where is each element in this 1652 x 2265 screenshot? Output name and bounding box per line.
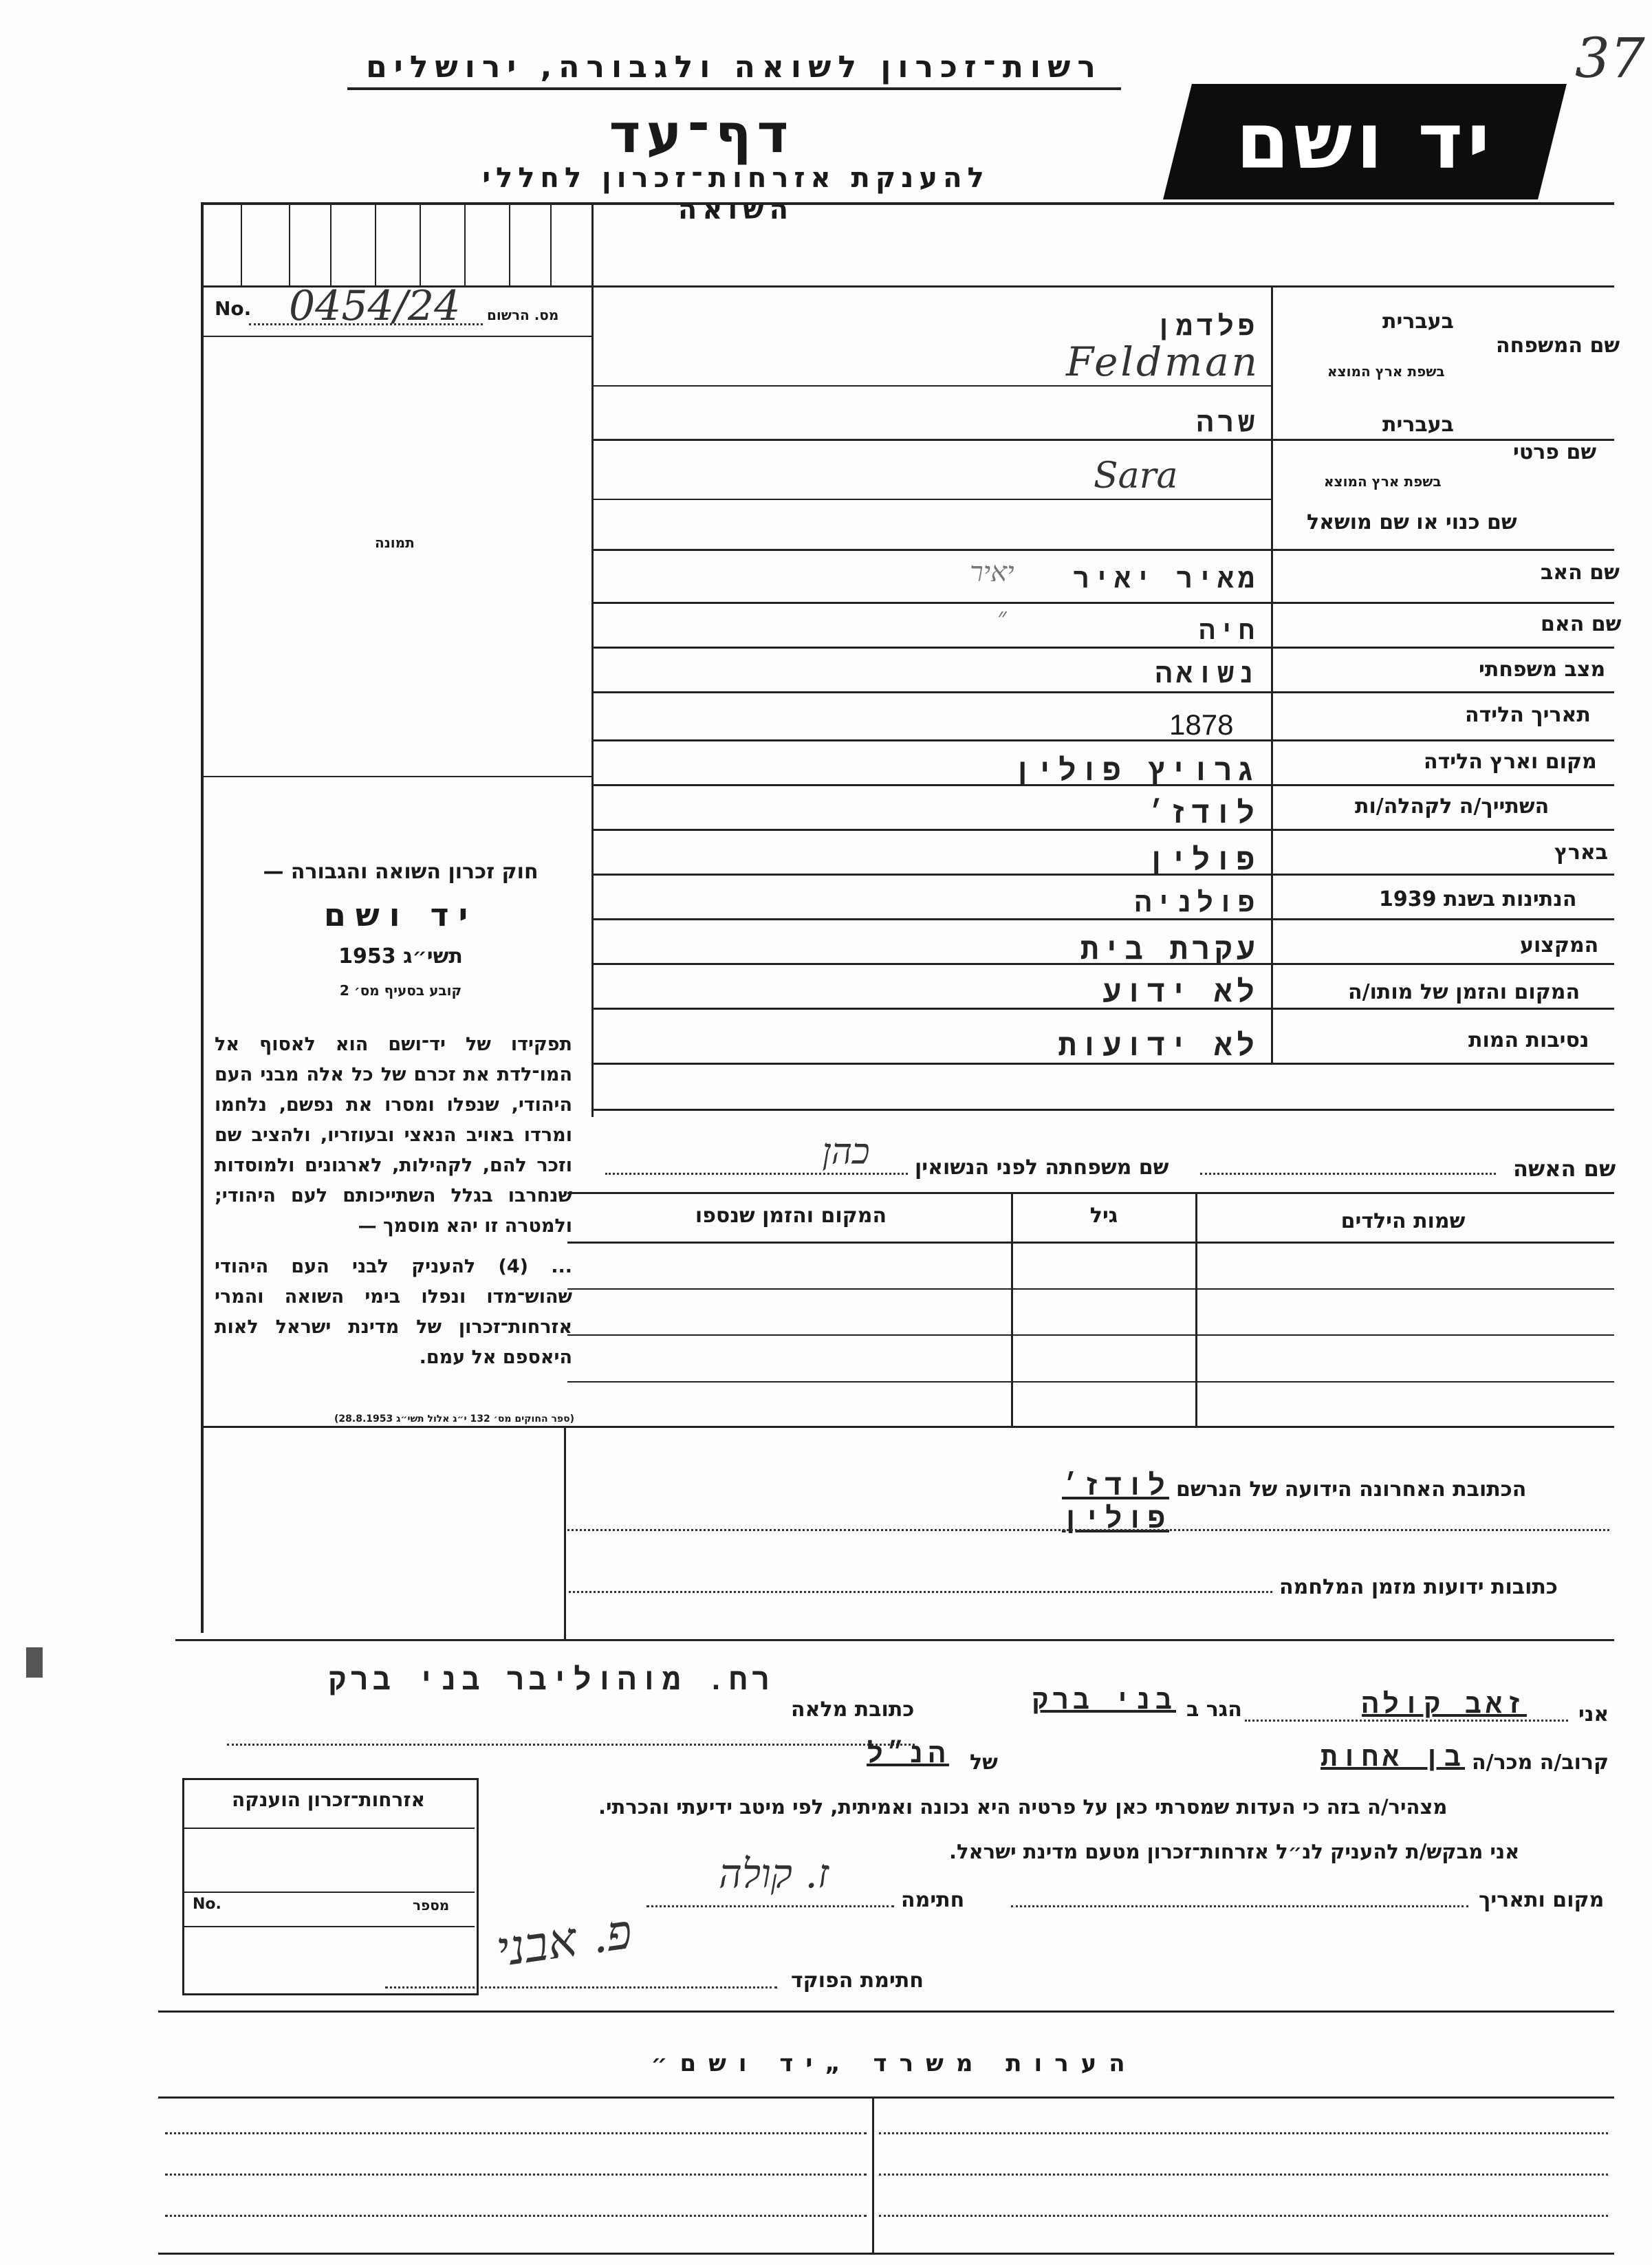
reg-box-divider [420, 202, 421, 285]
witness-relative-label: קרוב/ה מכר/ה [1472, 1751, 1609, 1775]
birthplace-value: גרויץ פולין [1013, 755, 1259, 790]
witness-full-address-label: כתובת מלאה [791, 1698, 915, 1722]
children-table-bottom [201, 1426, 1614, 1428]
row-rule [591, 602, 1614, 604]
scan-hole-mark [26, 1647, 43, 1678]
maiden-dotted-line [605, 1173, 908, 1175]
notes-top [158, 2011, 1614, 2013]
children-table-top [567, 1192, 1614, 1194]
mother-annotation: ״ [997, 603, 1007, 631]
father-annotation: יאיר [970, 556, 1014, 588]
children-col-place: המקום והזמן שנספו [695, 1204, 887, 1228]
frame-top [201, 202, 1614, 205]
first-name-origin-value: Sara [1094, 455, 1178, 497]
grant-no-label: No. [193, 1896, 221, 1913]
grant-box-title: אזרחות־זכרון הוענקה [232, 1788, 425, 1811]
father-label: שם האב [1541, 561, 1620, 585]
form-title: דף־עד [609, 103, 794, 165]
grant-box-rule [184, 1892, 475, 1893]
signature-label: חתימה [901, 1888, 965, 1912]
witness-full-address-value: רח. מוהוליבר בני ברק [327, 1665, 774, 1699]
registration-label: מס. הרשום [487, 307, 559, 323]
row-rule [591, 439, 1614, 441]
family-hebrew-label: בעברית [1382, 310, 1454, 334]
law-name: יד ושם [323, 896, 478, 933]
witness-request: אני מבקש/ת להעניק לנ״ל אזרחות־זכרון מטעם מדינת ישראל. [949, 1840, 1520, 1863]
children-row-rule [567, 1334, 1614, 1336]
row-rule [591, 499, 1272, 500]
father-name-value: מאיר יאיר [1072, 565, 1259, 596]
row-rule [591, 739, 1614, 741]
children-col-divider [1011, 1192, 1013, 1426]
children-col-names: שמות הילדים [1340, 1209, 1466, 1233]
reg-box-divider [464, 202, 466, 285]
logo-text: יד ושם [1235, 97, 1495, 186]
witness-relation-value: בן אחות [1320, 1744, 1465, 1775]
marital-label: מצב משפחתי [1479, 658, 1606, 682]
law-source: (ספר החוקים מס׳ 132 י״ג אלול תשי״ג 28.8.1953) [334, 1413, 574, 1424]
registration-dotted-line [249, 323, 483, 325]
birthplace-label: מקום וארץ הלידה [1424, 750, 1597, 774]
officer-signature: פ. אבני [492, 1903, 635, 1978]
wife-dotted-line [1200, 1173, 1496, 1175]
law-title: חוק זכרון השואה והגבורה — [263, 860, 539, 884]
family-origin-label: בשפת ארץ המוצא [1327, 363, 1445, 380]
country-value: פולין [1146, 845, 1259, 879]
notes-line [879, 2174, 1608, 2176]
last-address-label: הכתובת האחרונה הידועה של הנרשם [1176, 1477, 1527, 1502]
profession-label: המקצוע [1520, 933, 1599, 957]
notes-rule [158, 2096, 1614, 2099]
address-section-left-border [564, 1426, 566, 1639]
wife-label: שם האשה [1513, 1156, 1616, 1182]
mother-name-value: חיה [1199, 618, 1259, 647]
witness-name-value: זאב קולה [1361, 1691, 1527, 1722]
witness-deceased-ref: הנ״ל [866, 1740, 949, 1771]
notes-line [165, 2174, 867, 2176]
death-place-label: המקום והזמן של מותו/ה [1348, 980, 1580, 1004]
witness-i-label: אני [1578, 1702, 1609, 1726]
community-value: לודז׳ [1146, 798, 1259, 832]
photo-label: תמונה [375, 534, 415, 551]
photo-box-bottom [201, 776, 593, 777]
children-row-rule [567, 1288, 1614, 1290]
nickname-label: שם כנוי או שם מושאל [1307, 510, 1517, 534]
notes-line [879, 2132, 1608, 2134]
reg-box-divider [289, 202, 290, 285]
reg-box-divider [375, 202, 376, 285]
family-name-hebrew-value: פלדמן [1155, 313, 1259, 344]
first-name-hebrew-value: שרה [1196, 409, 1259, 440]
children-col-age: גיל [1089, 1204, 1118, 1228]
witness-city-value: בני ברק [1031, 1687, 1176, 1717]
children-header-rule [567, 1242, 1614, 1244]
officer-signature-label: חתימת הפוקד [791, 1969, 924, 1993]
citizenship-label: הנתינות בשנת 1939 [1379, 887, 1577, 911]
birthdate-label: תאריך הלידה [1465, 703, 1591, 727]
notes-line [165, 2215, 867, 2217]
profession-value: עקרת בית [1080, 934, 1259, 968]
witness-section-top [175, 1639, 1614, 1641]
notes-title: הערות משרד „יד ושם״ [651, 2050, 1138, 2077]
witness-lives-label: הגר ב [1186, 1698, 1242, 1722]
citizenship-value: פולניה [1134, 889, 1259, 920]
reg-box-divider [241, 202, 242, 285]
grant-box-rule [184, 1828, 475, 1829]
notes-line [879, 2215, 1608, 2217]
authority-title: רשות־זכרון לשואה ולגבורה, ירושלים [347, 50, 1121, 90]
row-rule [591, 691, 1614, 693]
row-rule [591, 385, 1272, 387]
reg-box-divider [550, 202, 552, 285]
place-date-label: מקום ותאריך [1479, 1888, 1605, 1912]
law-clause: ... (4) להעניק לבני העם היהודי שהוש־מדו ונפלו בימי השואה והמרי אזרחות־זכרון של מדינת ישראל לאות היאספם אל עמם. [215, 1256, 573, 1368]
family-name-origin-value: Feldman [1066, 338, 1261, 385]
form-subtitle: להענקת אזרחות־זכרון לחללי השואה [482, 162, 990, 226]
reg-box-divider [330, 202, 332, 285]
notes-bottom [158, 2253, 1614, 2255]
registration-number: 0454/24 [289, 282, 461, 330]
frame-left [201, 202, 204, 1633]
last-address-value: לודז׳ פולין [1061, 1471, 1169, 1537]
death-circ-value: לא ידועות [1058, 1030, 1259, 1065]
death-circ-label: נסיבות המות [1468, 1028, 1589, 1052]
place-date-line [1011, 1905, 1468, 1907]
mother-label: שם האם [1541, 612, 1622, 636]
row-rule [591, 1109, 1614, 1111]
row-rule [591, 647, 1614, 649]
registration-box-bottom [201, 336, 593, 337]
notes-col-divider [872, 2096, 874, 2255]
left-column-divider [591, 202, 594, 1117]
law-year: תשי״ג 1953 [338, 944, 463, 968]
page-number: 37 [1575, 26, 1645, 90]
marital-status-value: נשואה [1155, 660, 1259, 691]
address-dotted-line [564, 1529, 1609, 1531]
first-name-label: שם פרטי [1513, 440, 1597, 464]
children-col-divider [1195, 1192, 1197, 1426]
law-section: קובע בסעיף מס׳ 2 [339, 982, 462, 999]
reg-box-divider [509, 202, 510, 285]
country-label: בארץ [1554, 841, 1609, 865]
war-address-dotted-line [564, 1591, 1272, 1593]
maiden-name-label: שם משפחתה לפני הנשואין [915, 1156, 1169, 1180]
war-address-label: כתובות ידועות מזמן המלחמה [1279, 1575, 1558, 1599]
first-hebrew-label: בעברית [1382, 413, 1454, 437]
community-label: השתייך/ה לקהלה/ות [1355, 794, 1550, 819]
notes-line [165, 2132, 867, 2134]
law-text: תפקידו של יד־ושם הוא לאסוף אל המו־לדת את זכרם של כל אלה מבני העם היהודי, שנפלו ומסרו את נפשם, נלחמו ומרדו באויב הנאצי ובעוזריו, ולהציב שם וזכר להם, לקהילות, לארגונים ולמוסדות שנחרבו בגלל השתייכותם לעם היהודי; ולמטרה זו יהא מוסמך — [215, 1034, 572, 1237]
maiden-name-value: כהן [822, 1131, 870, 1173]
birthdate-value: 1878 [1169, 708, 1234, 741]
grant-number-label: מספר [413, 1897, 450, 1914]
grant-box-rule [184, 1926, 475, 1927]
registration-no-label: No. [215, 297, 252, 320]
death-place-value: לא ידוע [1102, 977, 1259, 1011]
witness-declaration: מצהיר/ה בזה כי העדות שמסרתי כאן על פרטיה היא נכונה ואמיתית, לפי מיטב ידיעתי והכרתי. [598, 1795, 1448, 1819]
label-column-divider [1271, 285, 1273, 1063]
children-row-rule [567, 1381, 1614, 1383]
row-rule [591, 549, 1614, 551]
witness-signature: ז. קולה [718, 1850, 829, 1897]
first-origin-label: בשפת ארץ המוצא [1324, 473, 1442, 490]
yad-vashem-logo [1163, 84, 1567, 199]
witness-of-label: של [970, 1751, 998, 1775]
signature-line [646, 1905, 894, 1907]
family-name-label: שם המשפחה [1496, 334, 1620, 358]
